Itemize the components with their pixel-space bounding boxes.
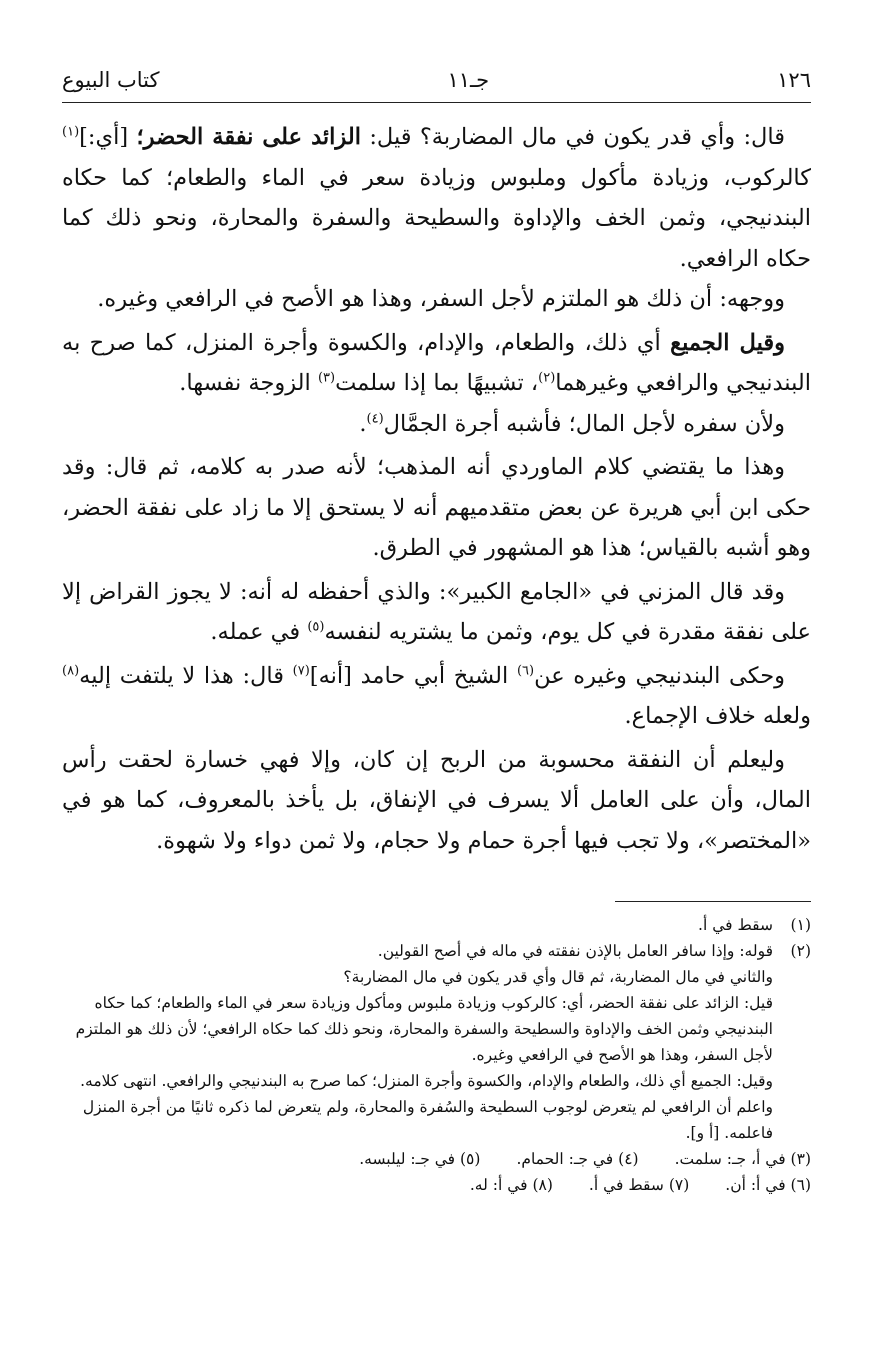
footnote-text [62, 938, 773, 1146]
footnote [359, 1146, 480, 1172]
paragraph: وهذا ما يقتضي كلام الماوردي أنه المذهب؛ لأنه صدر به كلامه، ثم قال: وقد حكى ابن أبي هريرة عن بعض متقدميهم أنه لا يستحق إلا ما زاد على نفقة الحضر، وهو أشبه بالقياس؛ هذا هو المشهور في الطرق. [62, 454, 811, 561]
footnote [62, 912, 811, 938]
footnote-line: قيل: الزائد على نفقة الحضر، أي: كالركوب وزيادة ملبوس ومأكول وزيادة سعر في الماء والطعام؛ كما حكاه البندنيجي وثمن الخف والإداوة والسطيحة والسفرة والمحارة، ونحو ذلك كما حكاه الرافعي؛ لأن ذلك هو الملتزم لأجل السفر، وهذا هو الأصح في الرافعي وغيره. [75, 994, 773, 1064]
footnote-ref[interactable]: (١) [62, 124, 80, 140]
text-run: ولأن سفره لأجل المال؛ فأشبه أجرة الجمَّال [383, 410, 785, 437]
text-run: في عمله. [210, 619, 308, 645]
text-run: . [359, 410, 367, 437]
footnote-separator [615, 901, 811, 902]
text-run: الزوجة نفسها. [179, 370, 318, 396]
footnote-ref[interactable]: (٦) [516, 663, 535, 678]
footnote [675, 1146, 811, 1172]
footnote-number: (٨) [532, 1176, 553, 1194]
footnote-number: (٣) [790, 1150, 811, 1168]
text-run: ولعله خلاف الإجماع. [624, 703, 811, 729]
footnote-line: والثاني في مال المضاربة، ثم قال وأي قدر يكون في مال المضاربة؟ [343, 968, 773, 986]
page-number: ١٢٦ [777, 68, 811, 92]
footnote-text: سقط في أ. [698, 916, 773, 934]
footnote-number: (٤) [618, 1150, 639, 1168]
footnote-text: في أ: أن. [725, 1176, 786, 1194]
footnote-line: وقيل: الجميع أي ذلك، والطعام والإدام، والكسوة وأجرة المنزل؛ كما صرح به البندنيجي والرافعي. انتهى كلامه. [80, 1072, 773, 1090]
paragraph [62, 656, 811, 737]
footnote-number: (٦) [790, 1176, 811, 1194]
book-title: كتاب البيوع [62, 68, 160, 92]
footnote-line: قوله: وإذا سافر العامل بالإذن نفقته في ماله في أصح القولين. [377, 942, 773, 960]
bold-run: الزائد على نفقة الحضر؛ [136, 124, 361, 150]
bold-run: وقيل الجميع [670, 329, 786, 356]
text-run: قال: هذا لا يلتفت إليه [79, 662, 293, 689]
footnote [725, 1172, 811, 1198]
footnote-number: (١) [790, 916, 811, 934]
footnote [516, 1146, 638, 1172]
text-run: [أي:] [79, 124, 137, 150]
text-run: كالركوب، وزيادة مأكول وملبوس وزيادة سعر في الماء والطعام؛ كما حكاه البندنيجي، وثمن الخف والإداوة والسطيحة والسفرة والمحارة، ونحو ذلك كما حكاه الرافعي. [62, 164, 811, 272]
footnote-text: في جـ: الحمام. [516, 1150, 614, 1168]
text-run: أي ذلك، والطعام، والإدام، والكسوة وأجرة المنزل، كما صرح به البندنيجي والرافعي وغيرهما [62, 329, 811, 396]
footnote-text: سقط في أ. [588, 1176, 664, 1194]
text-run: الشيخ أبي حامد [أنه] [309, 662, 517, 689]
footnote-ref[interactable]: (٢) [538, 370, 556, 386]
footnote-ref[interactable]: (٤) [366, 411, 384, 426]
paragraph: ووجهه: أن ذلك هو الملتزم لأجل السفر، وهذا هو الأصح في الرافعي وغيره. [97, 286, 785, 312]
paragraph [62, 404, 811, 445]
footnote-row [62, 1172, 811, 1198]
footnote [62, 938, 811, 1146]
paragraph: وليعلم أن النفقة محسوبة من الربح إن كان، وإلا فهي خسارة لحقت رأس المال، وأن على العامل ألا يسرف في الإنفاق، بل يأخذ بالمعروف، كما هو في «المختصر»، ولا تجب فيها أجرة حمام ولا حجام، ولا ثمن دواء ولا شهوة. [62, 746, 811, 854]
footnote-number: (٢) [790, 942, 811, 960]
footnote [589, 1172, 689, 1198]
text-run: وقد قال المزني في «الجامع الكبير»: والذي أحفظه له أنه: لا يجوز القراض إلا على نفقة مقدرة في كل يوم، وثمن ما يشتريه لنفسه [62, 578, 811, 645]
footnote-text: في جـ: ليلبسه. [359, 1150, 456, 1168]
paragraph [62, 323, 811, 404]
volume-label: جـ١١ [447, 68, 490, 92]
text-run: وحكى البندنيجي وغيره عن [534, 662, 785, 689]
running-header [62, 68, 811, 103]
footnote-line: واعلم أن الرافعي لم يتعرض لوجوب السطيحة والسُفرة والمحارة، ولم يتعرض لما ذكره ثانيًا من أجرة المنزل فاعلمه. [أ و]. [82, 1098, 773, 1142]
paragraph [62, 117, 811, 279]
footnote [470, 1172, 553, 1198]
footnote-number: (٥) [459, 1150, 481, 1168]
footnote-ref[interactable]: (٥) [307, 619, 325, 635]
footnote-row [62, 1146, 811, 1172]
footnote-number: (٧) [668, 1176, 690, 1194]
footnote-ref[interactable]: (٨) [62, 663, 80, 678]
footnote-ref[interactable]: (٧) [292, 663, 310, 678]
footnote-ref[interactable]: (٣) [317, 370, 336, 386]
text-run: ، تشبيهًا بما إذا سلمت [335, 370, 539, 396]
text-run: قال: وأي قدر يكون في مال المضاربة؟ قيل: [360, 124, 785, 150]
footnote-text: في أ: له. [469, 1176, 528, 1194]
footnote-text: في أ، جـ: سلمت. [674, 1150, 786, 1168]
paragraph [62, 572, 811, 653]
footnotes [62, 912, 811, 1198]
main-text [62, 117, 811, 861]
